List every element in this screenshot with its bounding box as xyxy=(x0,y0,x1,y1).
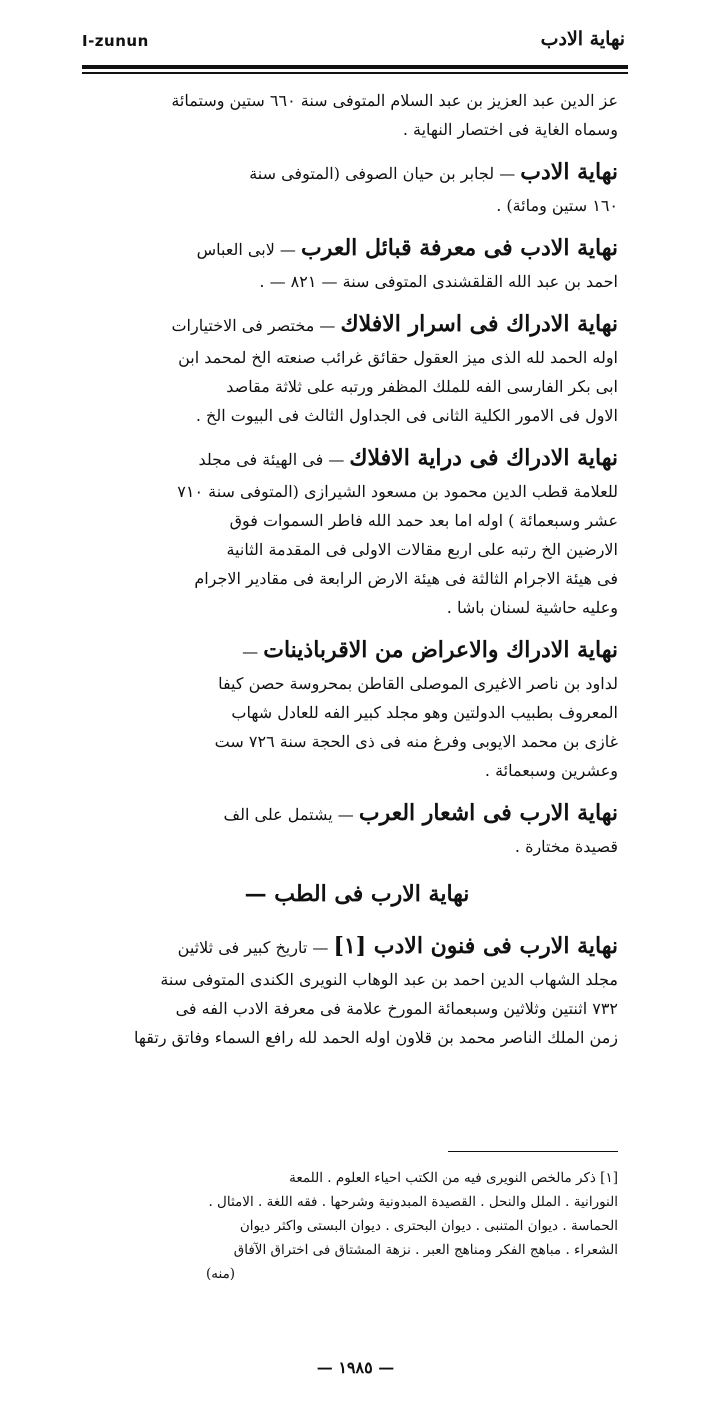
text-line: زمن الملك الناصر محمد بن قلاون اوله الحمد لله رافع السماء وفاتق رتقها xyxy=(134,1028,618,1047)
entry-head-line xyxy=(96,305,618,343)
entry xyxy=(96,229,618,296)
header-rule-thick xyxy=(82,65,628,69)
entry-head-line xyxy=(96,153,618,191)
entry-title-rest: — يشتمل على الف xyxy=(223,805,359,824)
entry xyxy=(96,153,618,220)
text-line: عشر وسبعمائة ) اوله اما بعد حمد الله فاطر السموات فوق xyxy=(229,511,618,530)
text-line: عز الدين عبد العزيز بن عبد السلام المتوفى سنة ٦٦٠ ستين وستمائة xyxy=(171,91,618,110)
entry-title: نهاية الادراك فى دراية الافلاك xyxy=(349,445,618,471)
entry-title-rest: — لابى العباس xyxy=(196,240,302,259)
footnote-line: الشعراء . مباهج الفكر ومناهج العبر . نزهة المشتاق فى اختراق الآفاق xyxy=(233,1242,618,1258)
entry-title: نهاية الادراك والاعراض من الاقرباذينات xyxy=(263,637,618,663)
page-number: — ١٩٨٥ — xyxy=(316,1358,395,1377)
footnote-line: [١] ذكر مالخص النويرى فيه من الكتب احياء العلوم . اللمعة xyxy=(289,1170,618,1186)
entry-head-line xyxy=(96,794,618,832)
entry-title: نهاية الادراك فى اسرار الافلاك xyxy=(340,311,618,337)
footnote-line: النورانية . الملل والنحل . القصيدة المبدونية وشرحها . فقه اللغة . الامثال . xyxy=(208,1194,618,1210)
entry-title-rest: — مختصر فى الاختيارات xyxy=(171,316,341,335)
text-line: وعليه حاشية لسنان باشا . xyxy=(446,598,618,617)
header-left-label: I-zunun xyxy=(82,32,149,50)
entry-head-line xyxy=(96,229,618,267)
text-line: للعلامة قطب الدين محمود بن مسعود الشيرازى (المتوفى سنة ٧١٠ xyxy=(177,482,618,501)
entry xyxy=(96,439,618,622)
text-line: فى هيئة الاجرام الثالثة فى هيئة الارض الرابعة فى مقادير الاجرام xyxy=(194,569,618,588)
main-text xyxy=(96,86,618,1061)
entry xyxy=(96,631,618,785)
text-line: ٧٣٢ اثنتين وثلاثين وسبعمائة المورخ علامة فى معرفة الادب الفه فى xyxy=(175,999,618,1018)
entry-title: نهاية الادب xyxy=(520,159,618,185)
text-line: ابى بكر الفارسى الفه للملك المظفر ورتبه على ثلاثة مقاصد xyxy=(226,377,618,396)
footnote-line: الحماسة . ديوان المتنبى . ديوان البحترى . ديوان البستى واكثر ديوان xyxy=(239,1218,618,1234)
text-line: ١٦٠ ستين ومائة) . xyxy=(496,196,618,215)
header-title: نهاية الادب xyxy=(540,28,625,50)
footnote xyxy=(96,1166,618,1286)
entry-title-rest: — لجابر بن حيان الصوفى (المتوفى سنة xyxy=(249,164,521,183)
text-line: اوله الحمد لله الذى ميز العقول حقائق غرائب صنعته الخ لمحمد ابن xyxy=(178,348,618,367)
text-line: لداود بن ناصر الاغيرى الموصلى القاطن بمحروسة حصن كيفا xyxy=(218,674,618,693)
entry-head-line xyxy=(96,927,618,965)
running-header xyxy=(82,28,625,58)
entry-title-rest: — xyxy=(242,642,264,661)
entry-title: نهاية الادب فى معرفة قبائل العرب xyxy=(301,235,618,261)
text-line: قصيدة مختارة . xyxy=(514,837,618,856)
entry-continuation xyxy=(96,86,618,144)
header-rule-thin xyxy=(82,72,628,74)
entry xyxy=(96,927,618,1052)
entry-head-line xyxy=(96,631,618,669)
footnote-attribution: (منه) xyxy=(206,1266,236,1282)
text-line: وسماه الغاية فى اختصار النهاية . xyxy=(402,120,618,139)
text-line: الاول فى الامور الكلية الثانى فى الجداول الثالث فى البيوت الخ . xyxy=(195,406,618,425)
entry-title-centered: نهاية الارب فى الطب — xyxy=(244,881,470,907)
entry-title: نهاية الارب فى فنون الادب [١] xyxy=(333,933,618,959)
entry xyxy=(96,305,618,430)
entry-title: نهاية الارب فى اشعار العرب xyxy=(358,800,618,826)
text-line: المعروف بطبيب الدولتين وهو مجلد كبير الفه للعادل شهاب xyxy=(231,703,618,722)
entry-title-rest: — فى الهيئة فى مجلد xyxy=(198,450,350,469)
entry-title-rest: — تاريخ كبير فى ثلاثين xyxy=(177,938,334,957)
entry xyxy=(96,794,618,861)
footnote-separator xyxy=(448,1151,618,1152)
entry-head-line xyxy=(96,439,618,477)
text-line: وعشرين وسبعمائة . xyxy=(484,761,618,780)
text-line: احمد بن عبد الله القلقشندى المتوفى سنة — ٨٢١ — . xyxy=(259,272,618,291)
text-line: الارضين الخ رتبه على اربع مقالات الاولى فى المقدمة الثانية xyxy=(226,540,618,559)
text-line: مجلد الشهاب الدين احمد بن عبد الوهاب النويرى الكندى المتوفى سنة xyxy=(160,970,618,989)
text-line: غازى بن محمد الايوبى وفرغ منه فى ذى الحجة سنة ٧٢٦ ست xyxy=(214,732,618,751)
